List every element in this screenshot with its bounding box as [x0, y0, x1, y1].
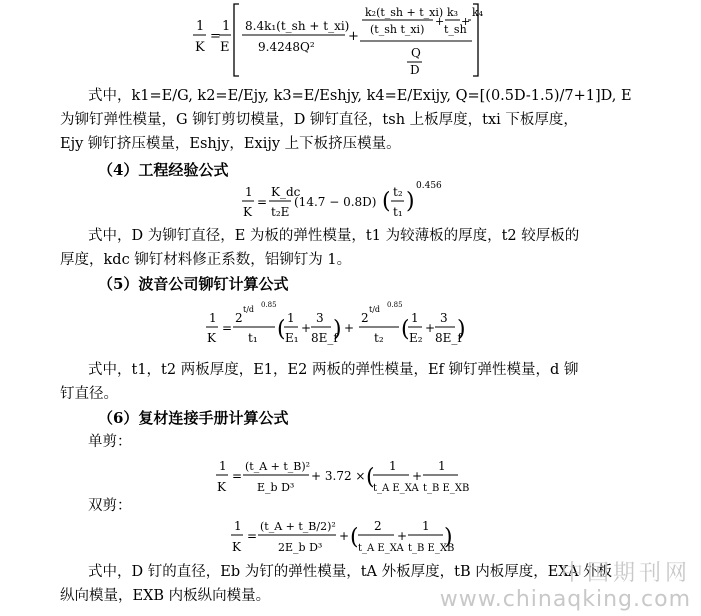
svg-text:3: 3 [316, 311, 324, 325]
eq1-e-den: E [220, 40, 230, 55]
svg-text:(: ( [401, 317, 410, 342]
svg-text:): ) [444, 525, 453, 550]
svg-text:+: + [339, 529, 350, 543]
svg-text:1: 1 [219, 459, 227, 473]
svg-text:(t_A + t_B)²: (t_A + t_B)² [245, 460, 311, 473]
svg-text:+: + [348, 29, 359, 44]
eq3-lhs-den: K [207, 331, 216, 345]
double-shear-label: 双剪： [88, 498, 132, 514]
eq2-exp: 0.456 [416, 181, 442, 191]
svg-text:=: = [232, 469, 243, 483]
para4-line2: 纵向模量，EXB 内板纵向模量。 [60, 588, 271, 604]
watermark-url: www.chinaqking.com [439, 587, 691, 612]
svg-text:+: + [344, 321, 355, 335]
eq2-kdc-den: t₂E [271, 205, 290, 219]
svg-text:+: + [412, 469, 423, 483]
eq1-q-den: D [410, 63, 420, 77]
eq1-k4-num: k₄ [472, 6, 484, 19]
single-shear-label: 单剪： [88, 434, 132, 450]
svg-text:+: + [435, 15, 445, 28]
svg-text:(t_A + t_B/2)²: (t_A + t_B/2)² [260, 520, 336, 533]
svg-text:E_b D³: E_b D³ [257, 481, 295, 494]
svg-text:=: = [247, 529, 258, 543]
eq1-e-num: 1 [222, 19, 231, 34]
eq1-term1-den: 9.4248Q² [258, 40, 315, 54]
svg-text:+: + [425, 321, 436, 335]
svg-text:+: + [397, 529, 408, 543]
svg-text:t/d: t/d [243, 305, 255, 314]
svg-text:1: 1 [234, 519, 242, 533]
para3-line1: 式中，t1，t2 两板厚度，E1，E2 两板的弹性模量，Ef 铆钉弹性模量，d 铆 [88, 362, 579, 378]
watermark [440, 556, 691, 612]
equation-2 [240, 180, 440, 222]
eq1-lhs-den: K [195, 40, 205, 55]
svg-text:1: 1 [389, 459, 397, 473]
equation-1 [190, 0, 490, 80]
svg-text:t_A E_XA: t_A E_XA [358, 543, 404, 554]
svg-text:): ) [333, 317, 342, 342]
svg-text:=: = [210, 29, 221, 44]
eq1-lhs-num: 1 [196, 19, 205, 34]
svg-text:): ) [406, 189, 415, 214]
eq2-lhs-den: K [243, 205, 252, 219]
svg-text:2: 2 [235, 311, 243, 325]
svg-text:2: 2 [361, 311, 369, 325]
equation-3 [203, 298, 473, 350]
para1-line3: Ejy 铆钉挤压模量，Eshjy，Exijy 上下板挤压模量。 [60, 136, 401, 152]
svg-text:(: ( [277, 317, 286, 342]
svg-text:2: 2 [374, 519, 382, 533]
svg-text:t₁: t₁ [248, 331, 258, 345]
svg-text:K: K [232, 540, 241, 554]
svg-text:K: K [217, 480, 226, 494]
eq1-term1-num: 8.4k₁(t_sh + t_xi) [245, 19, 350, 33]
svg-text:1: 1 [438, 459, 446, 473]
svg-text:2E_b D³: 2E_b D³ [278, 541, 323, 554]
svg-text:E₂: E₂ [409, 331, 423, 345]
eq2-lhs-num: 1 [245, 185, 253, 199]
svg-text:0.85: 0.85 [387, 301, 403, 309]
svg-text:(: ( [366, 465, 375, 490]
heading-5: （5）波音公司铆钉计算公式 [98, 275, 289, 293]
para1-line1: 式中，k1=E/G, k2=E/Ejy, k3=E/Eshjy, k4=E/Exijy, Q=[(0.5D-1.5)/7+1]D, E [88, 88, 632, 104]
svg-text:): ) [457, 317, 466, 342]
svg-text:1: 1 [287, 311, 295, 325]
heading-6: （6）复材连接手册计算公式 [98, 409, 289, 427]
svg-text:(: ( [382, 189, 391, 214]
heading-4: （4）工程经验公式 [98, 161, 229, 179]
svg-text:3: 3 [440, 311, 448, 325]
equation-4 [213, 452, 470, 498]
eq2-middle: (14.7 − 0.8D) [294, 195, 377, 209]
eq1-k3-den: t_sh [444, 23, 467, 36]
svg-text:=: = [257, 195, 268, 209]
eq1-q-num: Q [411, 46, 421, 60]
svg-text:t_B E_XB: t_B E_XB [408, 543, 455, 554]
eq2-kdc-num: K_dc [271, 185, 301, 199]
svg-text:1: 1 [411, 311, 419, 325]
eq1-k3-num: k₃ [447, 6, 459, 19]
svg-text:1: 1 [422, 519, 430, 533]
svg-text:E₁: E₁ [285, 331, 299, 345]
svg-text:=: = [222, 321, 233, 335]
watermark-cn: 中国期刊网 [560, 561, 691, 586]
eq3-lhs-num: 1 [209, 311, 217, 325]
svg-text:t_A E_XA: t_A E_XA [373, 483, 419, 494]
eq2-t-num: t₂ [393, 185, 403, 199]
svg-text:0.85: 0.85 [261, 301, 277, 309]
equation-5 [228, 512, 458, 558]
svg-text:t_B E_XB: t_B E_XB [423, 483, 470, 494]
eq1-k2-num: k₂(t_sh + t_xi) [365, 6, 444, 19]
para4-line1: 式中，D 钉的直径，Eb 为钉的弹性模量，tA 外板厚度，tB 内板厚度，EXA 外板 [88, 564, 613, 580]
eq2-t-den: t₁ [393, 205, 403, 219]
para3-line2: 钉直径。 [60, 386, 118, 402]
para2-line1: 式中，D 为铆钉直径，E 为板的弹性模量，t1 为较薄板的厚度，t2 较厚板的 [88, 228, 580, 244]
svg-text:(: ( [350, 525, 359, 550]
svg-text:8E_f: 8E_f [435, 331, 462, 345]
svg-text:t/d: t/d [369, 305, 381, 314]
para2-line2: 厚度，kdc 铆钉材料修正系数，铝铆钉为 1。 [60, 252, 352, 268]
svg-text:8E_f: 8E_f [311, 331, 338, 345]
svg-text:t₂: t₂ [374, 331, 384, 345]
para1-line2: 为铆钉弹性模量，G 铆钉剪切模量，D 铆钉直径，tsh 上板厚度，txi 下板厚度， [60, 112, 578, 128]
svg-text:+: + [301, 321, 312, 335]
eq1-k2-den: (t_sh t_xi) [370, 23, 425, 36]
svg-text:+: + [461, 15, 471, 28]
svg-text:+ 3.72 ×: + 3.72 × [311, 469, 366, 483]
